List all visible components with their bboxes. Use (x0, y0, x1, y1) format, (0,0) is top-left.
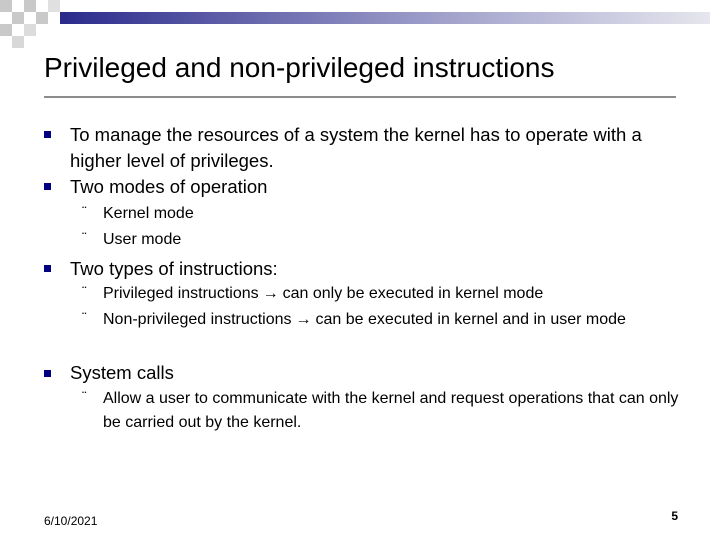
bullet-system-calls: System calls (70, 362, 174, 383)
sub-bullet-icon: ¨ (81, 312, 88, 327)
arrow-right-icon: → (262, 285, 279, 302)
sub-bullet-user-mode: User mode (103, 231, 182, 248)
sub-bullet-kernel-mode: Kernel mode (103, 205, 194, 222)
slide-title: Privileged and non-privileged instructions (44, 52, 555, 83)
square-bullet-icon (44, 183, 51, 190)
sub-bullet-system-calls-desc: Allow a user to communicate with the kernel and request operations that can only be carried out by the kernel. (103, 390, 679, 431)
arrow-right-icon: → (295, 311, 312, 328)
sub-bullet-icon: ¨ (81, 286, 88, 301)
sub-bullet-icon: ¨ (81, 206, 88, 221)
privileged-desc: can only be executed in kernel mode (282, 285, 544, 302)
sub-bullet-non-privileged-instructions (103, 308, 688, 332)
square-bullet-icon (44, 131, 51, 138)
non-privileged-label: Non-privileged instructions (103, 311, 292, 328)
privileged-label: Privileged instructions (103, 285, 259, 302)
non-privileged-desc: can be executed in kernel and in user mode (315, 311, 626, 328)
sub-bullet-icon: ¨ (81, 232, 88, 247)
page-number: 5 (671, 509, 678, 523)
decorative-header-pattern (0, 0, 720, 48)
square-bullet-icon (44, 370, 51, 377)
title-underline (44, 96, 676, 98)
bullet-two-types: Two types of instructions: (70, 258, 278, 279)
footer-date: 6/10/2021 (44, 514, 98, 528)
sub-bullet-privileged-instructions (103, 282, 688, 306)
square-bullet-icon (44, 265, 51, 272)
sub-bullet-icon: ¨ (81, 391, 88, 406)
bullet-two-modes: Two modes of operation (70, 176, 268, 197)
bullet-manage-resources: To manage the resources of a system the kernel has to operate with a higher level of privileges. (70, 124, 642, 171)
